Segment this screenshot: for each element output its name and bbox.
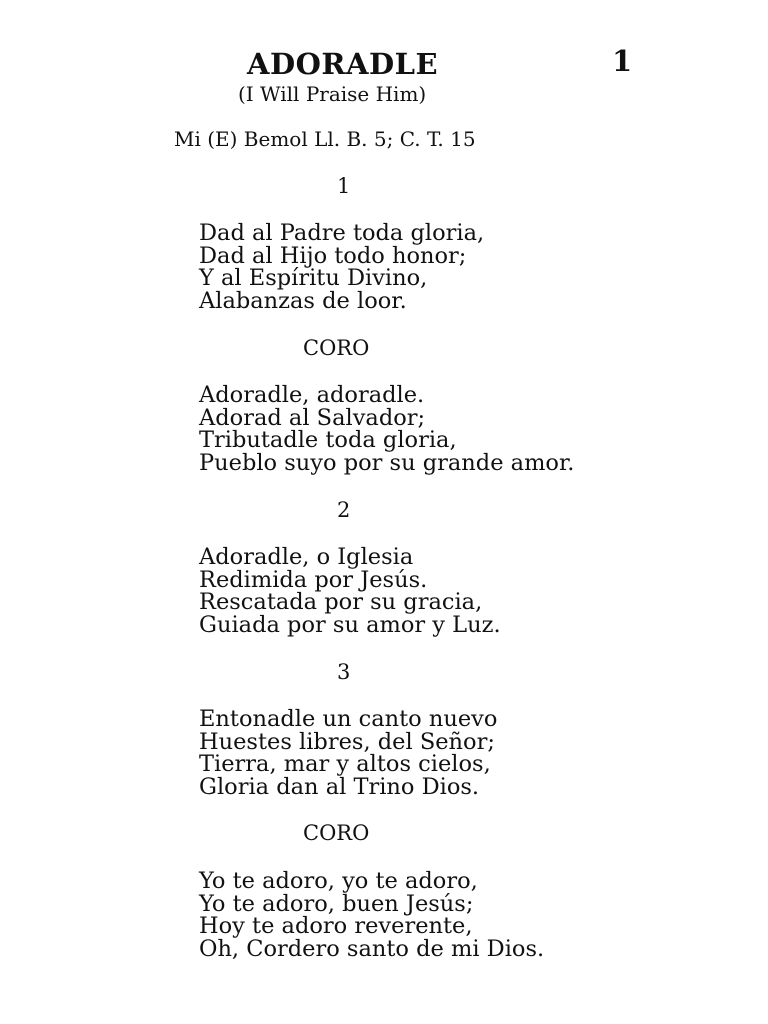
- stanza-line: Adoradle, adoradle.: [199, 382, 425, 408]
- hymn-subtitle: (I Will Praise Him): [238, 82, 427, 106]
- stanza-line: Dad al Hijo todo honor;: [199, 242, 467, 269]
- stanza-line: Yo te adoro, buen Jesús;: [199, 890, 474, 917]
- verse-stanza: [199, 222, 484, 312]
- chorus-stanza: [199, 384, 574, 474]
- stanza-line: Entonadle un canto nuevo: [199, 706, 498, 732]
- stanza-line: Redimida por Jesús.: [199, 566, 428, 593]
- stanza-line: Yo te adoro, yo te adoro,: [199, 868, 478, 894]
- verse-number: 3: [337, 660, 351, 684]
- stanza-line: Tributadle toda gloria,: [199, 427, 457, 453]
- verse-stanza: [199, 546, 501, 636]
- verse-number: 2: [337, 498, 351, 522]
- stanza-line: Adoradle, o Iglesia: [199, 544, 414, 570]
- stanza-line: Tierra, mar y altos cielos,: [199, 751, 491, 777]
- stanza-line: Hoy te adoro reverente,: [199, 913, 473, 939]
- stanza-line: Oh, Cordero santo de mi Dios.: [199, 935, 545, 962]
- stanza-line: Adorad al Salvador;: [199, 404, 426, 431]
- key-info: Mi (E) Bemol Ll. B. 5; C. T. 15: [174, 127, 476, 151]
- chorus-label: CORO: [303, 336, 370, 360]
- chorus-label: CORO: [303, 821, 370, 845]
- hymn-title: ADORADLE: [247, 47, 439, 81]
- stanza-line: Huestes libres, del Señor;: [199, 728, 495, 755]
- stanza-line: Pueblo suyo por su grande amor.: [199, 449, 575, 476]
- stanza-line: Y al Espíritu Divino,: [199, 265, 428, 291]
- stanza-line: Gloria dan al Trino Dios.: [199, 773, 480, 800]
- chorus-stanza: [199, 870, 544, 960]
- stanza-line: Rescatada por su gracia,: [199, 589, 483, 615]
- verse-number: 1: [337, 174, 351, 198]
- verse-stanza: [199, 708, 497, 798]
- stanza-line: Dad al Padre toda gloria,: [199, 220, 485, 246]
- hymn-number: 1: [612, 44, 633, 78]
- stanza-line: Alabanzas de loor.: [199, 287, 407, 314]
- stanza-line: Guiada por su amor y Luz.: [199, 611, 501, 638]
